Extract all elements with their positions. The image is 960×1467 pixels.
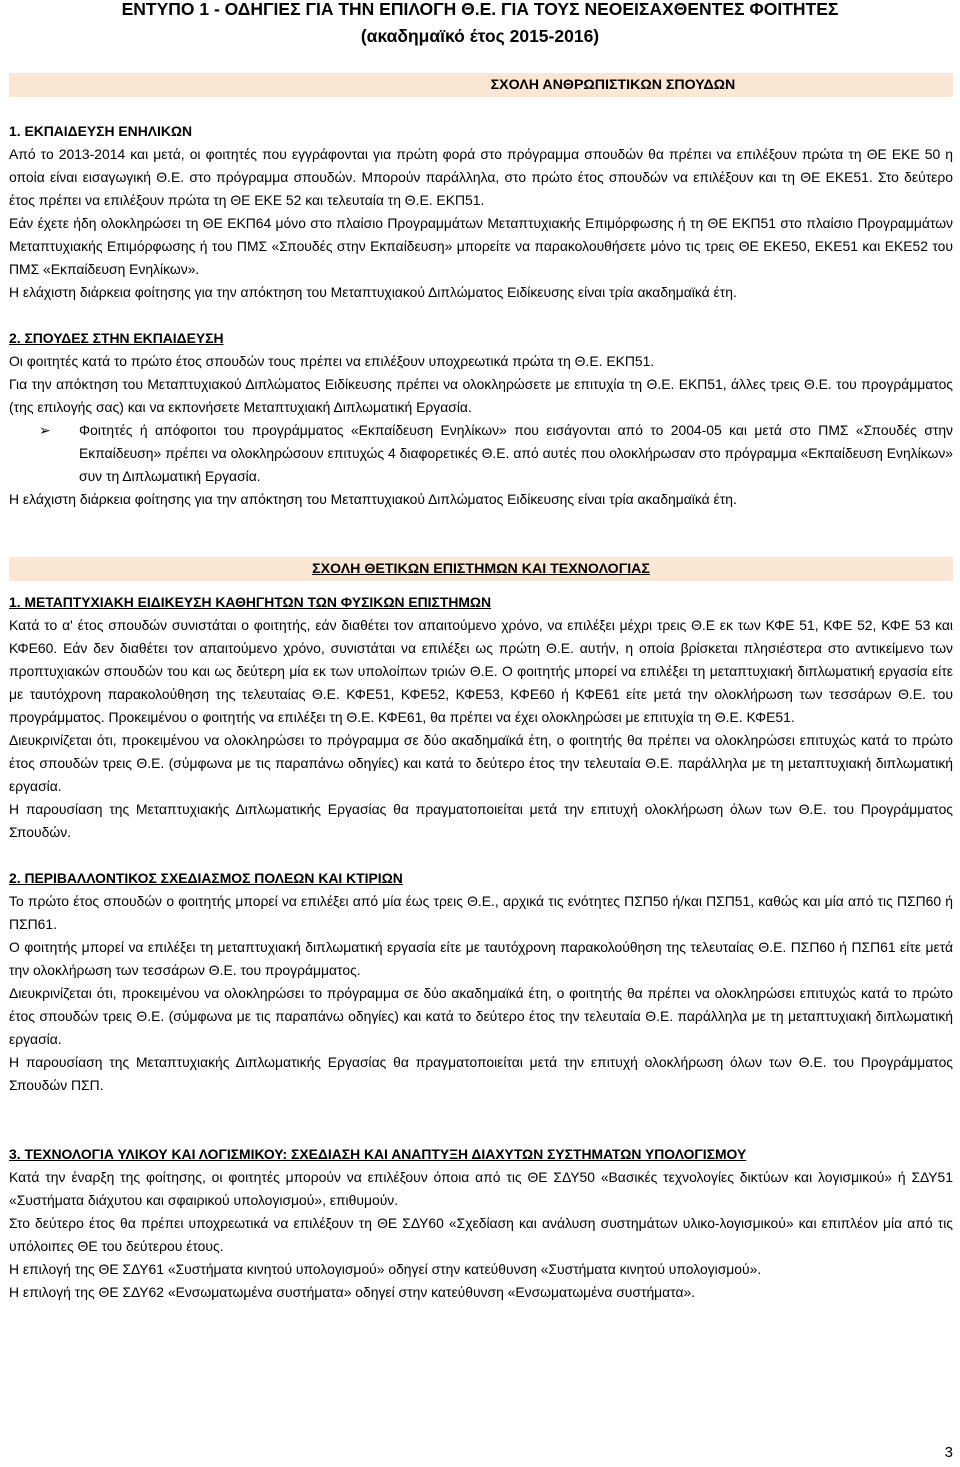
document-subtitle: (ακαδημαϊκό έτος 2015-2016)	[360, 26, 600, 46]
paragraph: Η παρουσίαση της Μεταπτυχιακής Διπλωματικής Εργασίας θα πραγματοποιείται μετά την επιτυχή ολοκλήρωση όλων των Θ.Ε. του Προγράμματος Σπουδών.	[9, 801, 953, 840]
bullet-text: Φοιτητές ή απόφοιτοι του προγράμματος «Εκπαίδευση Ενηλίκων» που εισάγονται από το 2004-05 και μετά στο ΠΜΣ «Σπουδές στην Εκπαίδευση» πρέπει να ολοκληρώσουν επιτυχώς 4 διαφορετικές Θ.Ε. από αυτές που ολοκλήρωσαν στο πρόγραμμα «Εκπαίδευση Ενηλίκων» συν τη Διπλωματική Εργασία.	[79, 422, 953, 484]
paragraph: Ο φοιτητής μπορεί να επιλέξει τη μεταπτυχιακή διπλωματική εργασία είτε με ταυτόχρονη παρακολούθηση της τελευταίας Θ.Ε. ΠΣΠ60 ή ΠΣΠ61 είτε μετά την ολοκλήρωση των τεσσάρων Θ.Ε. του προγράμματος.	[9, 939, 953, 978]
section-heading: 2. ΣΠΟΥΔΕΣ ΣΤΗΝ ΕΚΠΑΙΔΕΥΣΗ	[9, 330, 224, 346]
school-name: ΣΧΟΛΗ ΑΝΘΡΩΠΙΣΤΙΚΩΝ ΣΠΟΥΔΩΝ	[490, 77, 736, 93]
document-body	[9, 73, 953, 1304]
paragraph: Η ελάχιστη διάρκεια φοίτησης για την απόκτηση του Μεταπτυχιακού Διπλώματος Ειδίκευσης είναι τρία ακαδημαϊκά έτη.	[9, 491, 737, 507]
document-title: ΕΝΤΥΠΟ 1 - ΟΔΗΓΙΕΣ ΓΙΑ ΤΗΝ ΕΠΙΛΟΓΗ Θ.Ε. ΓΙΑ ΤΟΥΣ ΝΕΟΕΙΣΑΧΘΕΝΤΕΣ ΦΟΙΤΗΤΕΣ	[121, 0, 839, 19]
section-heading: 3. ΤΕΧΝΟΛΟΓΙΑ ΥΛΙΚΟΥ ΚΑΙ ΛΟΓΙΣΜΙΚΟΥ: ΣΧΕΔΙΑΣΗ ΚΑΙ ΑΝΑΠΤΥΞΗ ΔΙΑΧΥΤΩΝ ΣΥΣΤΗΜΑΤΩΝ ΥΠΟΛΟΓΙΣΜΟΥ	[9, 1146, 747, 1162]
paragraph: Από το 2013-2014 και μετά, οι φοιτητές που εγγράφονται για πρώτη φορά στο πρόγραμμα σπουδών θα πρέπει να επιλέξουν πρώτα τη ΘΕ ΕΚΕ 50 η οποία είναι εισαγωγική Θ.Ε. στο πρόγραμμα σπουδών. Μπορούν παράλληλα, στο πρώτο έτος σπουδών να επιλέξουν και τη ΘΕ ΕΚΕ51. Στο δεύτερο έτος πρέπει να επιλέξουν πρώτα τη ΘΕ ΕΚΕ 52 και τελευταία τη Θ.Ε. ΕΚΠ51.	[9, 146, 953, 208]
page-number: 3	[944, 1444, 953, 1461]
paragraph: Στο δεύτερο έτος θα πρέπει υποχρεωτικά να επιλέξουν τη ΘΕ ΣΔΥ60 «Σχεδίαση και ανάλυση συστημάτων υλικο-λογισμικού» και επιπλέον μία από τις υπόλοιπες ΘΕ του δεύτερου έτους.	[9, 1215, 953, 1254]
section-heading: 1. ΜΕΤΑΠΤΥΧΙΑΚΗ ΕΙΔΙΚΕΥΣΗ ΚΑΘΗΓΗΤΩΝ ΤΩΝ ΦΥΣΙΚΩΝ ΕΠΙΣΤΗΜΩΝ	[9, 594, 492, 610]
paragraph: Οι φοιτητές κατά το πρώτο έτος σπουδών τους πρέπει να επιλέξουν υποχρεωτικά πρώτα τη Θ.Ε. ΕΚΠ51.	[9, 353, 655, 369]
paragraph: Κατά την έναρξη της φοίτησης, οι φοιτητές μπορούν να επιλέξουν όποια από τις ΘΕ ΣΔΥ50 «Βασικές τεχνολογίες δικτύων και λογισμικού» ή ΣΔΥ51 «Συστήματα διάχυτου και σφαιρικού υπολογισμού», επιθυμούν.	[9, 1169, 953, 1208]
school-name: ΣΧΟΛΗ ΘΕΤΙΚΩΝ ΕΠΙΣΤΗΜΩΝ ΚΑΙ ΤΕΧΝΟΛΟΓΙΑΣ	[312, 561, 650, 577]
document-header	[0, 0, 960, 50]
paragraph: Το πρώτο έτος σπουδών ο φοιτητής μπορεί να επιλέξει από μία έως τρεις Θ.Ε., αρχικά τις ενότητες ΠΣΠ50 ή/και ΠΣΠ51, καθώς και μία από τις ΠΣΠ60 ή ΠΣΠ61.	[9, 893, 953, 932]
school-heading-sciences	[9, 557, 953, 581]
paragraph: Η επιλογή της ΘΕ ΣΔΥ62 «Ενσωματωμένα συστήματα» οδηγεί στην κατεύθυνση «Ενσωματωμένα συστήματα».	[9, 1284, 696, 1300]
section-heading: 2. ΠΕΡΙΒΑΛΛΟΝΤΙΚΟΣ ΣΧΕΔΙΑΣΜΟΣ ΠΟΛΕΩΝ ΚΑΙ ΚΤΙΡΙΩΝ	[9, 870, 403, 886]
section-heading: 1. ΕΚΠΑΙΔΕΥΣΗ ΕΝΗΛΙΚΩΝ	[9, 123, 193, 139]
paragraph: Η παρουσίαση της Μεταπτυχιακής Διπλωματικής Εργασίας θα πραγματοποιείται μετά την επιτυχή ολοκλήρωση όλων των Θ.Ε. του Προγράμματος Σπουδών ΠΣΠ.	[9, 1054, 953, 1093]
paragraph: Διευκρινίζεται ότι, προκειμένου να ολοκληρώσει το πρόγραμμα σε δύο ακαδημαϊκά έτη, ο φοιτητής θα πρέπει να ολοκληρώσει επιτυχώς κατά το πρώτο έτος σπουδών τρεις Θ.Ε. (σύμφωνα με τις παραπάνω οδηγίες) και κατά το δεύτερο έτος την τελευταία Θ.Ε. παράλληλα με τη μεταπτυχιακή διπλωματική εργασία.	[9, 985, 953, 1047]
paragraph: Εάν έχετε ήδη ολοκληρώσει τη ΘΕ ΕΚΠ64 μόνο στο πλαίσιο Προγραμμάτων Μεταπτυχιακής Επιμόρφωσης ή τη ΘΕ ΕΚΠ51 στο πλαίσιο Προγραμμάτων Μεταπτυχιακής Επιμόρφωσης ή του ΠΜΣ «Σπουδές στην Εκπαίδευση» μπορείτε να παρακολουθήσετε μόνο τις τρεις ΘΕ ΕΚΕ50, ΕΚΕ51 και ΕΚΕ52 του ΠΜΣ «Εκπαίδευση Ενηλίκων».	[9, 215, 953, 277]
paragraph: Η ελάχιστη διάρκεια φοίτησης για την απόκτηση του Μεταπτυχιακού Διπλώματος Ειδίκευσης είναι τρία ακαδημαϊκά έτη.	[9, 284, 737, 300]
school-heading-humanities	[9, 73, 953, 97]
arrow-bullet-icon: ➢	[39, 422, 51, 438]
bullet-item	[9, 419, 953, 488]
paragraph: Η επιλογή της ΘΕ ΣΔΥ61 «Συστήματα κινητού υπολογισμού» οδηγεί στην κατεύθυνση «Συστήματα κινητού υπολογισμού».	[9, 1261, 762, 1277]
paragraph: Για την απόκτηση του Μεταπτυχιακού Διπλώματος Ειδίκευσης πρέπει να ολοκληρώσετε με επιτυχία τη Θ.Ε. ΕΚΠ51, άλλες τρεις Θ.Ε. του προγράμματος (της επιλογής σας) και να εκπονήσετε Μεταπτυχιακή Διπλωματική Εργασία.	[9, 376, 953, 415]
paragraph: Κατά το α' έτος σπουδών συνιστάται ο φοιτητής, εάν διαθέτει τον απαιτούμενο χρόνο, να επιλέξει μέχρι τρεις Θ.Ε εκ των ΚΦΕ 51, ΚΦΕ 52, ΚΦΕ 53 και ΚΦΕ60. Εάν δεν διαθέτει τον απαιτούμενο χρόνο, συνιστάται να επιλέξει ως πρώτη Θ.Ε. αυτήν, η οποία βρίσκεται πλησιέστερα στο αντικείμενο των προπτυχιακών σπουδών του και ως δεύτερη μία εκ των υπολοίπων τριών Θ.Ε. Ο φοιτητής μπορεί να επιλέξει τη μεταπτυχιακή διπλωματική εργασία είτε με ταυτόχρονη παρακολούθηση της τελευταίας Θ.Ε. ΚΦΕ51, ΚΦΕ52, ΚΦΕ53, ΚΦΕ60 ή ΚΦΕ61 είτε μετά την ολοκλήρωση των τεσσάρων Θ.Ε. του προγράμματος. Προκειμένου ο φοιτητής να επιλέξει τη Θ.Ε. ΚΦΕ61, θα πρέπει να έχει ολοκληρώσει με επιτυχία τη Θ.Ε. ΚΦΕ51.	[9, 617, 953, 725]
paragraph: Διευκρινίζεται ότι, προκειμένου να ολοκληρώσει το πρόγραμμα σε δύο ακαδημαϊκά έτη, ο φοιτητής θα πρέπει να ολοκληρώσει επιτυχώς κατά το πρώτο έτος σπουδών τρεις Θ.Ε. (σύμφωνα με τις παραπάνω οδηγίες) και κατά το δεύτερο έτος την τελευταία Θ.Ε. παράλληλα με τη μεταπτυχιακή διπλωματική εργασία.	[9, 732, 953, 794]
